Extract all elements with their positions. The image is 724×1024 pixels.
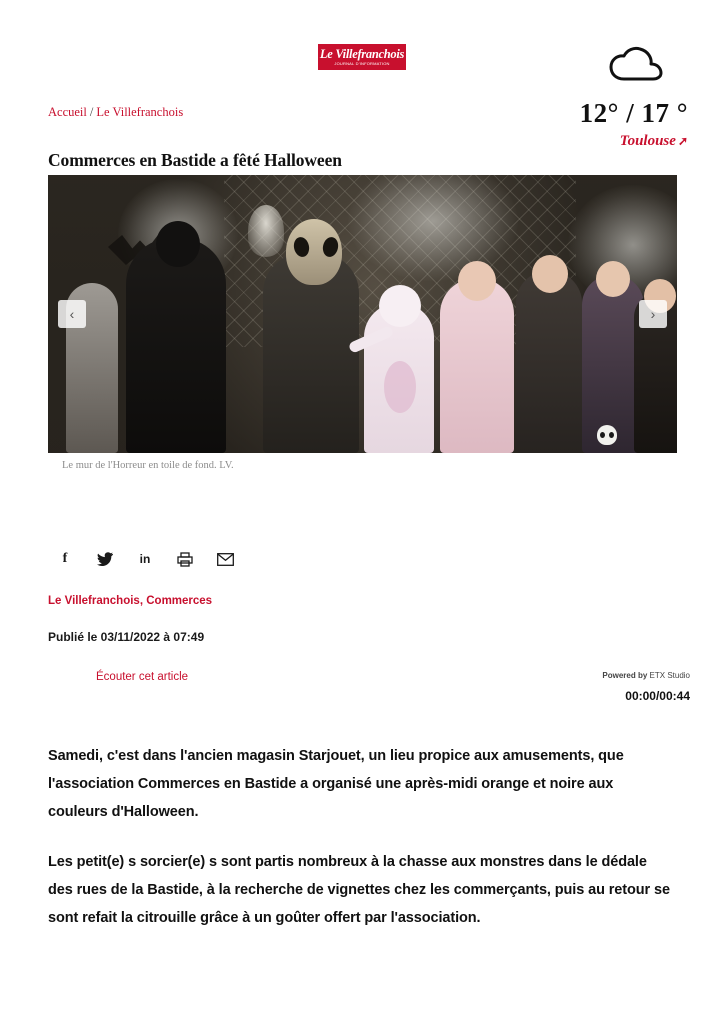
photo-person [440, 278, 514, 453]
photo-person [516, 271, 582, 453]
photo-person [126, 238, 226, 453]
photo-person-head [156, 221, 200, 267]
page-title: Commerces en Bastide a fêté Halloween [48, 149, 342, 170]
share-bar [56, 550, 234, 568]
article-paragraph: Les petit(e) s sorcier(e) s sont partis nombreux à la chasse aux monstres dans le dédale des rues de la Bastide, à la recherche de vignettes chez les commerçants, puis au retour se sont refait la citrouille grâce à un goûter offert par l'association. [48, 854, 670, 926]
carousel-next-button[interactable]: › [639, 300, 667, 328]
carousel-prev-button[interactable]: ‹ [58, 300, 86, 328]
linkedin-icon[interactable]: in [139, 552, 151, 566]
breadcrumb-home-link[interactable]: Accueil [48, 105, 87, 119]
photo-caption: Le mur de l'Horreur en toile de fond. LV. [62, 460, 234, 471]
weather-city[interactable] [508, 133, 688, 150]
weather-widget[interactable] [508, 46, 688, 150]
audio-timecode: 00:00/00:44 [625, 689, 690, 703]
weather-city-label: Toulouse [619, 133, 676, 149]
weather-temperatures: 12° / 17 ° [579, 98, 688, 128]
cloud-icon [508, 46, 688, 86]
tag-commerces[interactable]: Commerces [146, 595, 213, 607]
photo-person-head [379, 285, 421, 327]
logo-title: Le Villefranchois [319, 46, 405, 61]
audio-powered-prefix: Powered by [602, 671, 648, 680]
breadcrumb-section-link[interactable]: Le Villefranchois [96, 105, 184, 119]
photo-person-head [596, 261, 630, 297]
site-logo[interactable] [318, 44, 406, 70]
twitter-icon[interactable] [96, 550, 114, 568]
article-paragraph: Samedi, c'est dans l'ancien magasin Starjouet, un lieu propice aux amusements, que l'association Commerces en Bastide a organisé une après-midi orange et noire aux couleurs d'Halloween. [48, 748, 624, 820]
article-tags [48, 595, 212, 607]
photo-image [48, 175, 677, 453]
photo-costume-detail [384, 361, 416, 413]
article-photo [48, 175, 677, 453]
audio-powered-by [602, 671, 690, 680]
logo-subtitle: JOURNAL D'INFORMATION [334, 60, 390, 66]
tag-separator: , [139, 595, 144, 607]
publication-date: Publié le 03/11/2022 à 07:49 [48, 630, 205, 644]
audio-powered-brand: ETX Studio [649, 671, 690, 680]
facebook-icon[interactable]: f [62, 551, 68, 566]
photo-person-head [532, 255, 568, 293]
breadcrumb [48, 105, 183, 120]
photo-person-head [458, 261, 496, 301]
location-arrow-icon: ➚ [677, 134, 688, 148]
photo-ghost-decoration [248, 205, 284, 257]
tag-villefranchois[interactable]: Le Villefranchois [48, 595, 140, 607]
print-icon[interactable] [176, 550, 194, 568]
photo-skull-decoration [597, 425, 617, 445]
email-icon[interactable] [216, 550, 234, 568]
breadcrumb-separator: / [89, 105, 94, 119]
article-body [48, 742, 674, 954]
listen-article-button[interactable]: Écouter cet article [96, 671, 189, 683]
